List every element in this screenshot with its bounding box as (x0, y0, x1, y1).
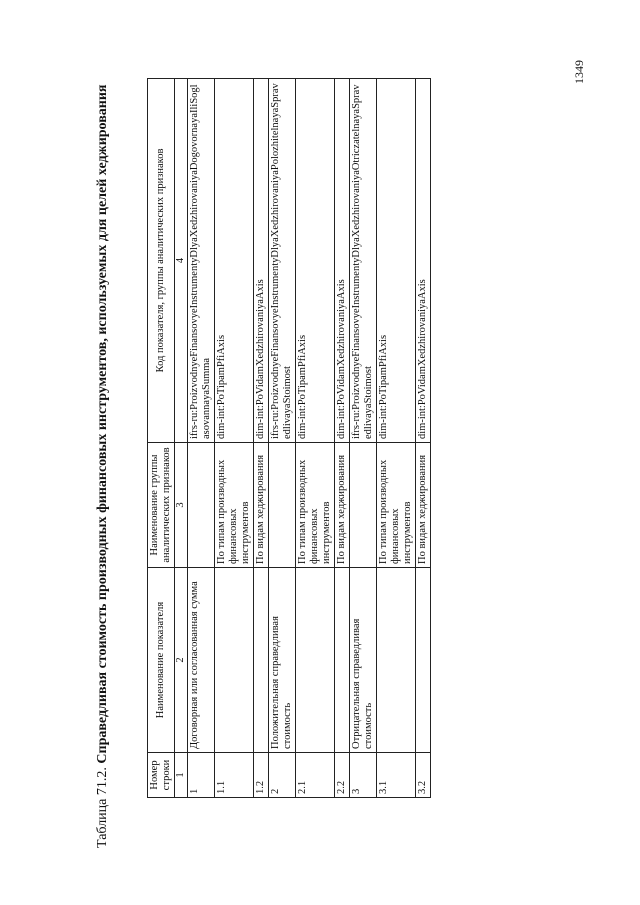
indicator-code: ifrs-ru:ProizvodnyeFinansovyeInstrumentyDlyaXedzhirovaniyaPolozhitelnayaSpravedlivayaStoimost (269, 79, 296, 443)
table-row (335, 79, 350, 798)
header-row (148, 79, 175, 798)
header-code: Код показателя, группы аналитических признаков (148, 79, 175, 443)
table-row (350, 79, 377, 798)
indicator-name (215, 568, 254, 753)
indicator-code: dim-int:PoVidamXedzhirovaniyaAxis (254, 79, 269, 443)
hedging-derivatives-table (147, 78, 431, 798)
indicator-code: ifrs-ru:ProizvodnyeFinansovyeInstrumentyDlyaXedzhirovaniyaOtriczatelnayaSpravedlivayaStoimost (350, 79, 377, 443)
table-caption (92, 68, 114, 848)
group-name (350, 443, 377, 568)
rotated-page-content (92, 58, 512, 848)
row-number: 3.2 (416, 753, 431, 798)
group-name: По видам хеджирования (416, 443, 431, 568)
indicator-name (416, 568, 431, 753)
group-name: По видам хеджирования (254, 443, 269, 568)
indicator-code: ifrs-ru:ProizvodnyeFinansovyeInstrumentyDlyaXedzhirovaniyaDogovornayaIliSoglasovannayaSumma (188, 79, 215, 443)
page-number: 1349 (572, 60, 586, 84)
table-row (269, 79, 296, 798)
row-number: 1 (188, 753, 215, 798)
column-number: 2 (175, 568, 188, 753)
row-number: 2 (269, 753, 296, 798)
column-number: 4 (175, 79, 188, 443)
indicator-name: Договорная или согласованная сумма (188, 568, 215, 753)
table-row (416, 79, 431, 798)
group-name (269, 443, 296, 568)
indicator-name (377, 568, 416, 753)
group-name: По видам хеджирования (335, 443, 350, 568)
indicator-name (254, 568, 269, 753)
table-row (296, 79, 335, 798)
row-number: 1.1 (215, 753, 254, 798)
indicator-name: Отрицательная справедливая стоимость (350, 568, 377, 753)
row-number: 2.2 (335, 753, 350, 798)
indicator-code: dim-int:PoTipamPfiAxis (296, 79, 335, 443)
row-number: 3.1 (377, 753, 416, 798)
row-number: 1.2 (254, 753, 269, 798)
indicator-code: dim-int:PoVidamXedzhirovaniyaAxis (416, 79, 431, 443)
column-number: 1 (175, 753, 188, 798)
header-group-name: Наименование группы аналитических признаков (148, 443, 175, 568)
group-name: По типам производных финансовых инструментов (215, 443, 254, 568)
header-row-number: Номер строки (148, 753, 175, 798)
header-indicator-name: Наименование показателя (148, 568, 175, 753)
table-row (254, 79, 269, 798)
indicator-code: dim-int:PoTipamPfiAxis (215, 79, 254, 443)
table-caption-label: Таблица 71.2. (95, 767, 110, 848)
group-name: По типам производных финансовых инструментов (377, 443, 416, 568)
indicator-name: Положительная справедливая стоимость (269, 568, 296, 753)
table-row (215, 79, 254, 798)
column-number: 3 (175, 443, 188, 568)
table-caption-title: Справедливая стоимость производных финансовых инструментов, используемых для целей хеджирования (95, 84, 110, 764)
table-row (188, 79, 215, 798)
column-number-row (175, 79, 188, 798)
indicator-code: dim-int:PoTipamPfiAxis (377, 79, 416, 443)
group-name: По типам производных финансовых инструментов (296, 443, 335, 568)
indicator-name (296, 568, 335, 753)
table-row (377, 79, 416, 798)
row-number: 2.1 (296, 753, 335, 798)
indicator-code: dim-int:PoVidamXedzhirovaniyaAxis (335, 79, 350, 443)
indicator-name (335, 568, 350, 753)
row-number: 3 (350, 753, 377, 798)
group-name (188, 443, 215, 568)
